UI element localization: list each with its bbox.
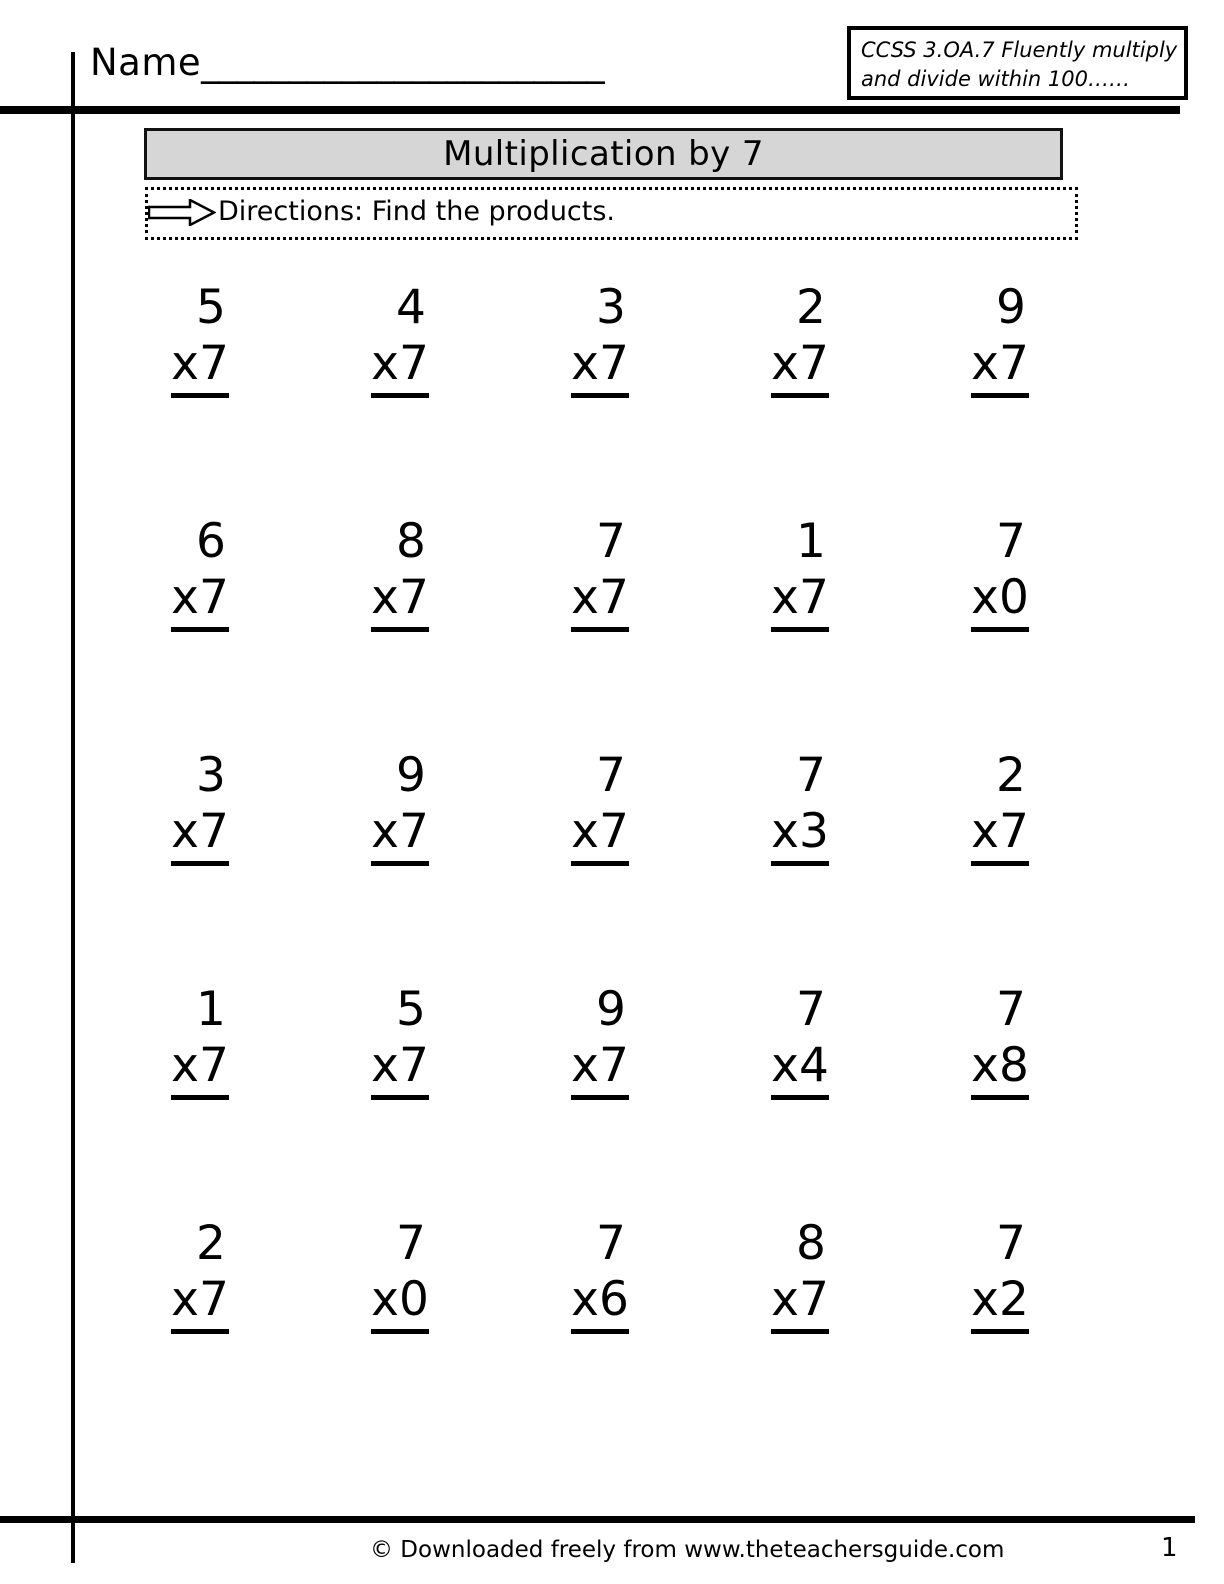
problem-cell[interactable] xyxy=(900,982,1100,1216)
name-blank-line[interactable]: _______________________ xyxy=(201,41,604,84)
page-title: Multiplication by 7 xyxy=(443,134,764,174)
ccss-standard-box xyxy=(847,26,1188,100)
multiplicand: 7 xyxy=(795,982,826,1037)
multiplier: x7 xyxy=(171,1272,229,1334)
multiplier: x7 xyxy=(371,570,429,632)
multiplicand: 7 xyxy=(595,1216,626,1271)
problem-cell[interactable] xyxy=(100,982,300,1216)
multiplicand: 5 xyxy=(395,982,426,1037)
footer-divider-rule xyxy=(0,1516,1195,1523)
multiplier: x7 xyxy=(771,570,829,632)
problem-row xyxy=(100,982,1100,1216)
left-margin-line xyxy=(71,52,75,1563)
problem-cell[interactable] xyxy=(500,1216,700,1450)
multiplier: x7 xyxy=(571,570,629,632)
ccss-line-2: and divide within 100…… xyxy=(861,67,1130,91)
problem-cell[interactable] xyxy=(900,1216,1100,1450)
multiplier: x7 xyxy=(771,336,829,398)
multiplicand: 9 xyxy=(395,748,426,803)
page-number: 1 xyxy=(1161,1533,1178,1563)
problem-cell[interactable] xyxy=(300,982,500,1216)
problem-cell[interactable] xyxy=(900,514,1100,748)
multiplier: x7 xyxy=(171,336,229,398)
multiplicand: 2 xyxy=(995,748,1026,803)
problem-cell[interactable] xyxy=(300,748,500,982)
directions-text: Directions: Find the products. xyxy=(218,196,616,227)
multiplier: x7 xyxy=(371,804,429,866)
problem-cell[interactable] xyxy=(700,280,900,514)
multiplier: x2 xyxy=(971,1272,1029,1334)
multiplier: x7 xyxy=(371,336,429,398)
problem-cell[interactable] xyxy=(700,748,900,982)
multiplier: x0 xyxy=(371,1272,429,1334)
multiplier: x8 xyxy=(971,1038,1029,1100)
problem-cell[interactable] xyxy=(700,1216,900,1450)
problem-cell[interactable] xyxy=(500,280,700,514)
multiplier: x0 xyxy=(971,570,1029,632)
multiplier: x7 xyxy=(171,1038,229,1100)
problem-cell[interactable] xyxy=(100,748,300,982)
problem-cell[interactable] xyxy=(100,280,300,514)
problem-cell[interactable] xyxy=(700,514,900,748)
problem-cell[interactable] xyxy=(700,982,900,1216)
multiplicand: 7 xyxy=(995,982,1026,1037)
problems-grid xyxy=(100,280,1100,1450)
multiplicand: 2 xyxy=(795,280,826,335)
multiplicand: 3 xyxy=(195,748,226,803)
problem-cell[interactable] xyxy=(300,514,500,748)
problem-row xyxy=(100,1216,1100,1450)
multiplier: x7 xyxy=(571,336,629,398)
ccss-line-1: CCSS 3.OA.7 Fluently multiply xyxy=(861,38,1178,62)
footer-credit: © Downloaded freely from www.theteachersguide.com xyxy=(370,1537,1005,1563)
multiplier: x7 xyxy=(971,336,1029,398)
multiplier: x6 xyxy=(571,1272,629,1334)
multiplier: x7 xyxy=(171,570,229,632)
multiplicand: 8 xyxy=(795,1216,826,1271)
multiplicand: 7 xyxy=(995,514,1026,569)
multiplier: x3 xyxy=(771,804,829,866)
name-field[interactable] xyxy=(90,41,604,84)
right-arrow-icon xyxy=(148,199,216,226)
problem-cell[interactable] xyxy=(500,982,700,1216)
multiplicand: 1 xyxy=(195,982,226,1037)
name-label: Name xyxy=(90,41,202,84)
multiplier: x7 xyxy=(771,1272,829,1334)
multiplicand: 5 xyxy=(195,280,226,335)
problem-cell[interactable] xyxy=(500,748,700,982)
multiplicand: 7 xyxy=(795,748,826,803)
multiplier: x7 xyxy=(571,1038,629,1100)
multiplicand: 1 xyxy=(795,514,826,569)
multiplicand: 7 xyxy=(595,514,626,569)
problem-cell[interactable] xyxy=(900,748,1100,982)
multiplicand: 4 xyxy=(395,280,426,335)
multiplier: x7 xyxy=(571,804,629,866)
multiplicand: 7 xyxy=(995,1216,1026,1271)
multiplier: x4 xyxy=(771,1038,829,1100)
problem-cell[interactable] xyxy=(500,514,700,748)
problem-cell[interactable] xyxy=(300,280,500,514)
problem-row xyxy=(100,280,1100,514)
multiplier: x7 xyxy=(171,804,229,866)
problem-cell[interactable] xyxy=(100,1216,300,1450)
multiplicand: 7 xyxy=(595,748,626,803)
multiplier: x7 xyxy=(371,1038,429,1100)
header-divider-rule xyxy=(0,106,1180,114)
worksheet-title-box xyxy=(144,128,1063,180)
problem-row xyxy=(100,748,1100,982)
problem-row xyxy=(100,514,1100,748)
multiplicand: 8 xyxy=(395,514,426,569)
problem-cell[interactable] xyxy=(900,280,1100,514)
multiplicand: 3 xyxy=(595,280,626,335)
problem-cell[interactable] xyxy=(300,1216,500,1450)
multiplier: x7 xyxy=(971,804,1029,866)
multiplicand: 9 xyxy=(995,280,1026,335)
multiplicand: 9 xyxy=(595,982,626,1037)
multiplicand: 6 xyxy=(195,514,226,569)
multiplicand: 7 xyxy=(395,1216,426,1271)
problem-cell[interactable] xyxy=(100,514,300,748)
multiplicand: 2 xyxy=(195,1216,226,1271)
